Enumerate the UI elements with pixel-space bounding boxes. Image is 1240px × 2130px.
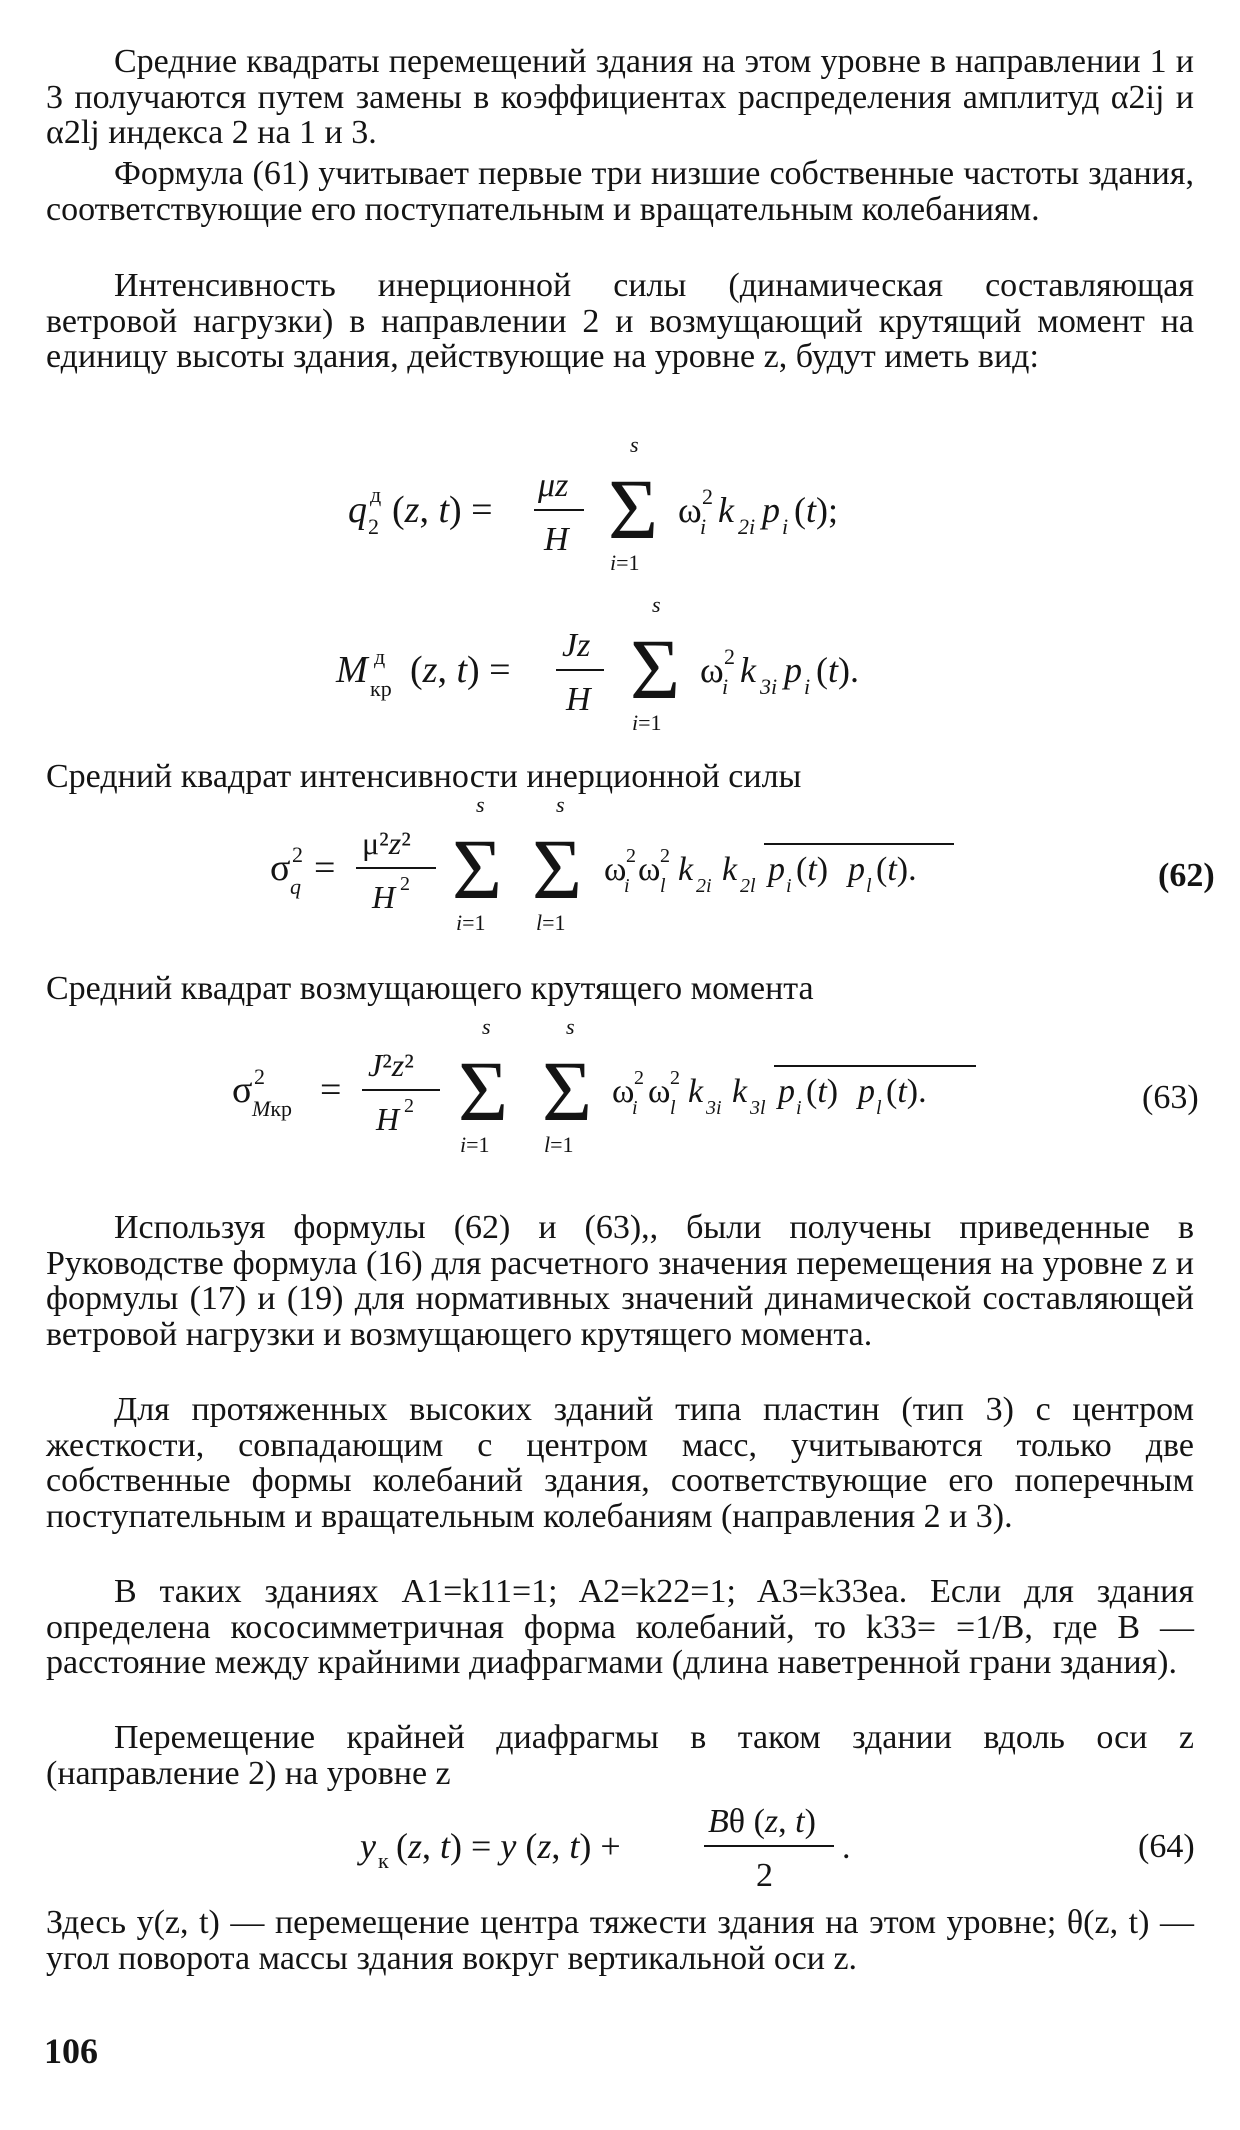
svg-text:(t): (t) [806, 1073, 839, 1110]
paragraph-6 [46, 1210, 1194, 1352]
svg-text:M: M [336, 649, 368, 691]
paragraph-9-text: Перемещение крайней диафрагмы в таком здании вдоль оси z (направление 2) на уровне z [46, 1719, 1194, 1792]
paragraph-10 [46, 1905, 1194, 1976]
paragraph-8 [46, 1574, 1194, 1681]
svg-text:Σ: Σ [542, 1043, 593, 1139]
svg-text:2: 2 [756, 1857, 773, 1894]
svg-text:l=1: l=1 [544, 1132, 574, 1157]
svg-text:ω: ω [638, 851, 661, 888]
svg-text:2: 2 [660, 845, 670, 867]
svg-text:2l: 2l [740, 875, 756, 897]
svg-text:Jz: Jz [562, 627, 591, 664]
svg-text:k: k [678, 851, 694, 888]
svg-text:ω: ω [678, 490, 702, 530]
svg-text:(t): (t) [796, 851, 829, 888]
paragraph-7 [46, 1392, 1194, 1534]
svg-text:2: 2 [670, 1067, 680, 1089]
svg-text:2: 2 [634, 1067, 644, 1089]
svg-text:i: i [782, 514, 789, 539]
svg-text:i: i [632, 1097, 638, 1119]
svg-text:i: i [700, 514, 707, 539]
svg-text:s: s [482, 1014, 491, 1039]
formula-62 [0, 792, 1240, 940]
paragraph-1 [46, 44, 1194, 151]
paragraph-4-text: Средний квадрат интенсивности инерционной силы [46, 758, 802, 795]
paragraph-1-text: Средние квадраты перемещений здания на этом уровне в направлении 1 и 3 получаются путем замены в коэффициентах распределения амплитуд α2ij и α2lj индекса 2 на 1 и 3. [46, 43, 1194, 151]
svg-text:.: . [842, 1829, 851, 1866]
svg-text:=: = [314, 847, 336, 889]
svg-text:ω: ω [604, 851, 627, 888]
equation-63-number: (63) [1142, 1079, 1199, 1116]
svg-text:2: 2 [400, 873, 410, 895]
svg-text:Σ: Σ [458, 1043, 509, 1139]
paragraph-10-text: Здесь y(z, t) — перемещение центра тяжести здания на этом уровне; θ(z, t) — угол поворота массы здания вокруг вертикальной оси z. [46, 1904, 1194, 1977]
svg-text:Mкр: Mкр [252, 1096, 293, 1121]
svg-text:s: s [566, 1014, 575, 1039]
svg-text:p: p [762, 490, 780, 530]
svg-text:2: 2 [292, 842, 303, 867]
paragraph-5 [46, 970, 814, 1008]
svg-text:(t).: (t). [886, 1073, 927, 1110]
formula-63 [0, 1014, 1240, 1162]
svg-text:l: l [866, 875, 872, 897]
svg-text:l: l [876, 1097, 882, 1119]
svg-text:μ²z²: μ²z² [362, 825, 411, 861]
paragraph-4 [46, 758, 801, 796]
svg-text:Σ: Σ [532, 821, 583, 917]
svg-text:H: H [372, 879, 396, 915]
equation-64-number: (64) [1138, 1828, 1195, 1865]
svg-text:p: p [848, 851, 865, 888]
svg-text:H: H [544, 521, 569, 558]
svg-text:3i: 3i [706, 1097, 722, 1119]
paragraph-9 [46, 1720, 1194, 1791]
formula-q2 [0, 430, 1240, 600]
svg-text:2: 2 [626, 845, 636, 867]
paragraph-6-text: Используя формулы (62) и (63),, были получены приведенные в Руководстве формула (16) для расчетного значения перемещения на уровне z и формулы (17) и (19) для нормативных значений динамической составляющей ветровой нагрузки и возмущающего крутящего момента. [46, 1209, 1194, 1353]
svg-text:Σ: Σ [452, 821, 503, 917]
svg-text:i=1: i=1 [456, 910, 486, 935]
svg-text:p: p [778, 1073, 795, 1110]
svg-text:i: i [722, 674, 729, 699]
svg-text:k: k [718, 490, 734, 530]
svg-text:s: s [476, 792, 485, 817]
svg-text:(t);: (t); [794, 490, 839, 530]
equation-62-number: (62) [1158, 857, 1215, 894]
svg-text:(z, t) =: (z, t) = [392, 489, 493, 531]
svg-text:2: 2 [702, 484, 713, 509]
paragraph-3-text: Интенсивность инерционной силы (динамическая составляющая ветровой нагрузки) в направлении 2 и возмущающий крутящий момент на единицу высоты здания, действующие на уровне z, будут иметь вид: [46, 267, 1194, 375]
svg-text:к: к [378, 1848, 389, 1873]
svg-text:q: q [290, 874, 301, 899]
svg-text:i: i [804, 674, 811, 699]
svg-text:3l: 3l [750, 1097, 766, 1119]
svg-text:i: i [786, 875, 792, 897]
svg-text:i=1: i=1 [610, 550, 640, 575]
svg-text:ω: ω [612, 1073, 635, 1110]
svg-text:i: i [624, 875, 630, 897]
svg-text:2: 2 [254, 1064, 265, 1089]
svg-text:(t).: (t). [876, 851, 917, 888]
svg-text:2: 2 [368, 514, 379, 539]
paragraph-3 [46, 268, 1194, 375]
svg-text:Σ: Σ [630, 621, 681, 717]
svg-text:=: = [320, 1069, 342, 1111]
svg-text:k: k [688, 1073, 704, 1110]
svg-text:Bθ (z, t): Bθ (z, t) [708, 1803, 816, 1840]
paragraph-8-text: В таких зданиях A1=k11=1; A2=k22=1; A3=k33ea. Если для здания определена кососимметричная форма колебаний, то k33= =1/B, где B — расстояние между крайними диафрагмами (длина наветренной грани здания). [46, 1573, 1194, 1681]
svg-text:д: д [370, 482, 382, 507]
paragraph-7-text: Для протяженных высоких зданий типа пластин (тип 3) с центром жесткости, совпадающим с центром масс, учитываются только две собственные формы колебаний здания, соответствующие его поперечным поступательным и вращательным колебаниям (направления 2 и 3). [46, 1391, 1194, 1535]
svg-text:s: s [652, 592, 661, 617]
svg-text:σ: σ [270, 847, 291, 889]
svg-text:2i: 2i [738, 514, 756, 539]
svg-text:σ: σ [232, 1069, 253, 1111]
svg-text:H: H [566, 681, 591, 718]
formula-64 [0, 1792, 1240, 1902]
svg-text:ω: ω [648, 1073, 671, 1110]
svg-text:(z, t) =: (z, t) = [410, 649, 511, 691]
svg-text:i=1: i=1 [632, 710, 662, 735]
paragraph-2-text: Формула (61) учитывает первые три низшие собственные частоты здания, соответствующие его поступательным и вращательным колебаниям. [46, 155, 1194, 228]
svg-text:ω: ω [700, 650, 724, 690]
svg-text:k: k [722, 851, 738, 888]
svg-text:2: 2 [404, 1095, 414, 1117]
page-number: 106 [44, 2031, 98, 2071]
formula-torque [0, 590, 1240, 760]
svg-text:H: H [376, 1101, 400, 1137]
svg-text:q: q [348, 489, 367, 531]
svg-text:l=1: l=1 [536, 910, 566, 935]
svg-text:i=1: i=1 [460, 1132, 490, 1157]
svg-text:3i: 3i [760, 674, 778, 699]
paragraph-5-text: Средний квадрат возмущающего крутящего момента [46, 970, 814, 1007]
svg-text:s: s [556, 792, 565, 817]
svg-text:p: p [768, 851, 785, 888]
svg-text:Σ: Σ [608, 461, 659, 557]
svg-text:μz: μz [538, 467, 569, 504]
svg-text:(z, t) = y (z, t) +: (z, t) = y (z, t) + [396, 1826, 621, 1866]
svg-text:2i: 2i [696, 875, 712, 897]
svg-text:k: k [732, 1073, 748, 1110]
svg-text:p: p [858, 1073, 875, 1110]
svg-text:кр: кр [370, 676, 392, 701]
svg-text:y: y [360, 1826, 376, 1866]
svg-text:s: s [630, 432, 639, 457]
svg-text:2: 2 [724, 644, 735, 669]
svg-text:д: д [374, 644, 386, 669]
svg-text:l: l [670, 1097, 676, 1119]
svg-text:J²z²: J²z² [368, 1047, 414, 1083]
svg-text:k: k [740, 650, 756, 690]
svg-text:i: i [796, 1097, 802, 1119]
svg-text:l: l [660, 875, 666, 897]
paragraph-2 [46, 156, 1194, 227]
svg-text:p: p [784, 650, 802, 690]
svg-text:(t).: (t). [816, 650, 860, 690]
